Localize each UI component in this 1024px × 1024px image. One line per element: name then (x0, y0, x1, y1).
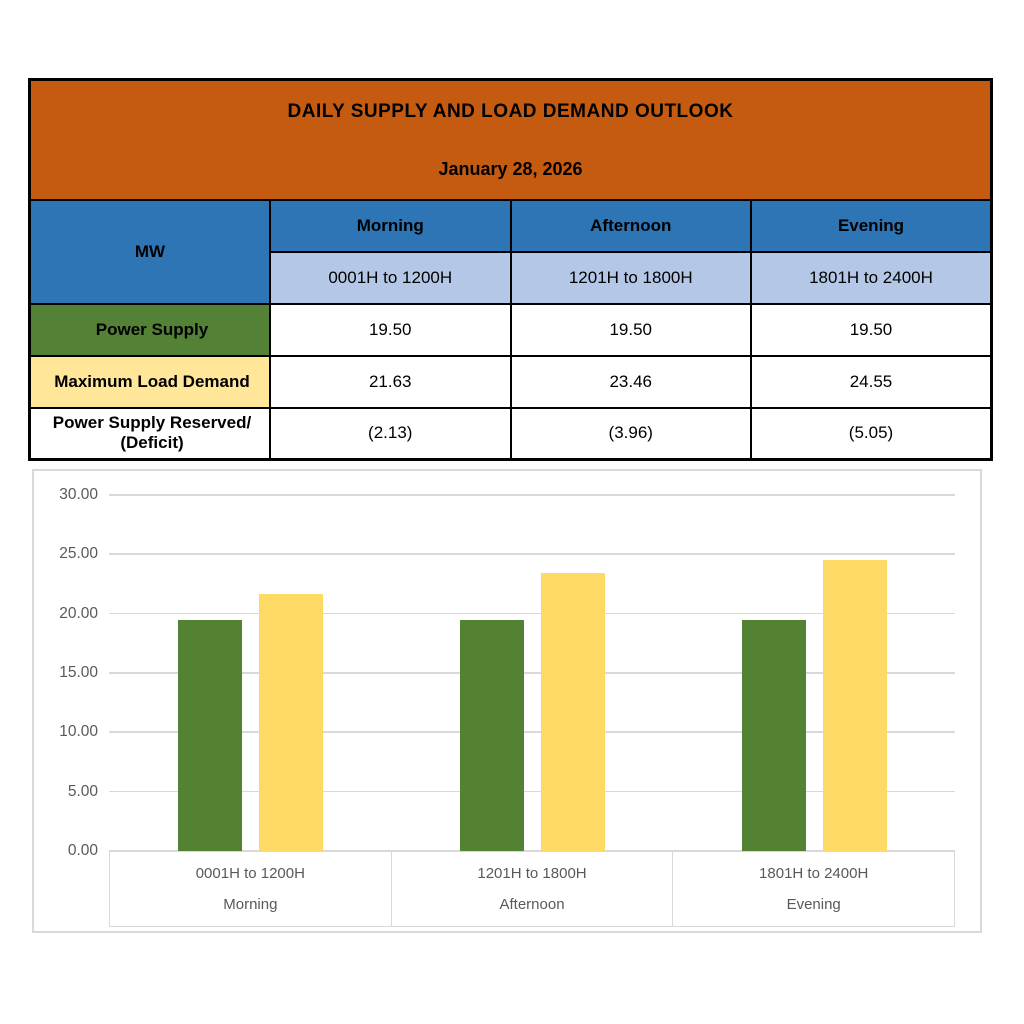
report-title: DAILY SUPPLY AND LOAD DEMAND OUTLOOK (287, 101, 734, 123)
bar-groups (109, 495, 955, 851)
power-supply-row-label: Power Supply (30, 304, 271, 356)
hours-header-morning: 0001H to 1200H (270, 252, 511, 304)
power-supply-bar (742, 620, 806, 851)
reserve-deficit-afternoon-value: (3.96) (511, 408, 752, 460)
power-supply-bar (460, 620, 524, 851)
y-tick-label: 10.00 (59, 723, 98, 741)
power-supply-morning-value: 19.50 (270, 304, 511, 356)
power-supply-bar (178, 620, 242, 851)
x-axis-hours-label: 1201H to 1800H (477, 865, 587, 883)
period-header-afternoon: Afternoon (511, 200, 752, 252)
maximum-load-demand-bar (259, 594, 323, 851)
bar-group (391, 495, 673, 851)
reserve-deficit-row-label: Power Supply Reserved/ (Deficit) (30, 408, 271, 460)
x-axis-hours-label: 0001H to 1200H (195, 865, 305, 883)
x-axis-category (672, 852, 954, 926)
x-axis (109, 851, 955, 927)
max-load-demand-evening-value: 24.55 (751, 356, 992, 408)
maximum-load-demand-bar (541, 573, 605, 851)
period-header-morning: Morning (270, 200, 511, 252)
table-row (30, 356, 992, 408)
y-axis-labels (34, 486, 98, 859)
x-axis-period-label: Afternoon (499, 895, 565, 913)
max-load-demand-afternoon-value: 23.46 (511, 356, 752, 408)
y-tick-label: 30.00 (59, 486, 98, 503)
hours-header-evening: 1801H to 2400H (751, 252, 992, 304)
y-tick-label: 20.00 (59, 604, 98, 622)
reserve-deficit-evening-value: (5.05) (751, 408, 992, 460)
y-tick-label: 5.00 (67, 782, 98, 800)
unit-header-cell: MW (30, 200, 271, 304)
hours-header-afternoon: 1201H to 1800H (511, 252, 752, 304)
y-tick-label: 25.00 (59, 545, 98, 563)
bar-group (673, 495, 955, 851)
report-date: January 28, 2026 (438, 159, 583, 180)
period-header-evening: Evening (751, 200, 992, 252)
title-banner (30, 80, 992, 200)
maximum-load-demand-bar (823, 560, 887, 851)
reserve-deficit-morning-value: (2.13) (270, 408, 511, 460)
x-axis-category (391, 852, 673, 926)
y-tick-label: 15.00 (59, 664, 98, 681)
plot-area (109, 495, 955, 851)
max-load-demand-row-label: Maximum Load Demand (30, 356, 271, 408)
x-axis-hours-label: 1801H to 2400H (759, 865, 869, 883)
y-tick-label: 0.00 (67, 842, 98, 859)
table-row (30, 304, 992, 356)
power-supply-afternoon-value: 19.50 (511, 304, 752, 356)
supply-demand-bar-chart (32, 469, 982, 933)
table-row (30, 408, 992, 460)
power-supply-evening-value: 19.50 (751, 304, 992, 356)
x-axis-category (110, 852, 391, 926)
supply-demand-table (28, 78, 993, 461)
x-axis-period-label: Evening (786, 895, 841, 913)
x-axis-period-label: Morning (223, 895, 278, 913)
max-load-demand-morning-value: 21.63 (270, 356, 511, 408)
bar-group (109, 495, 391, 851)
